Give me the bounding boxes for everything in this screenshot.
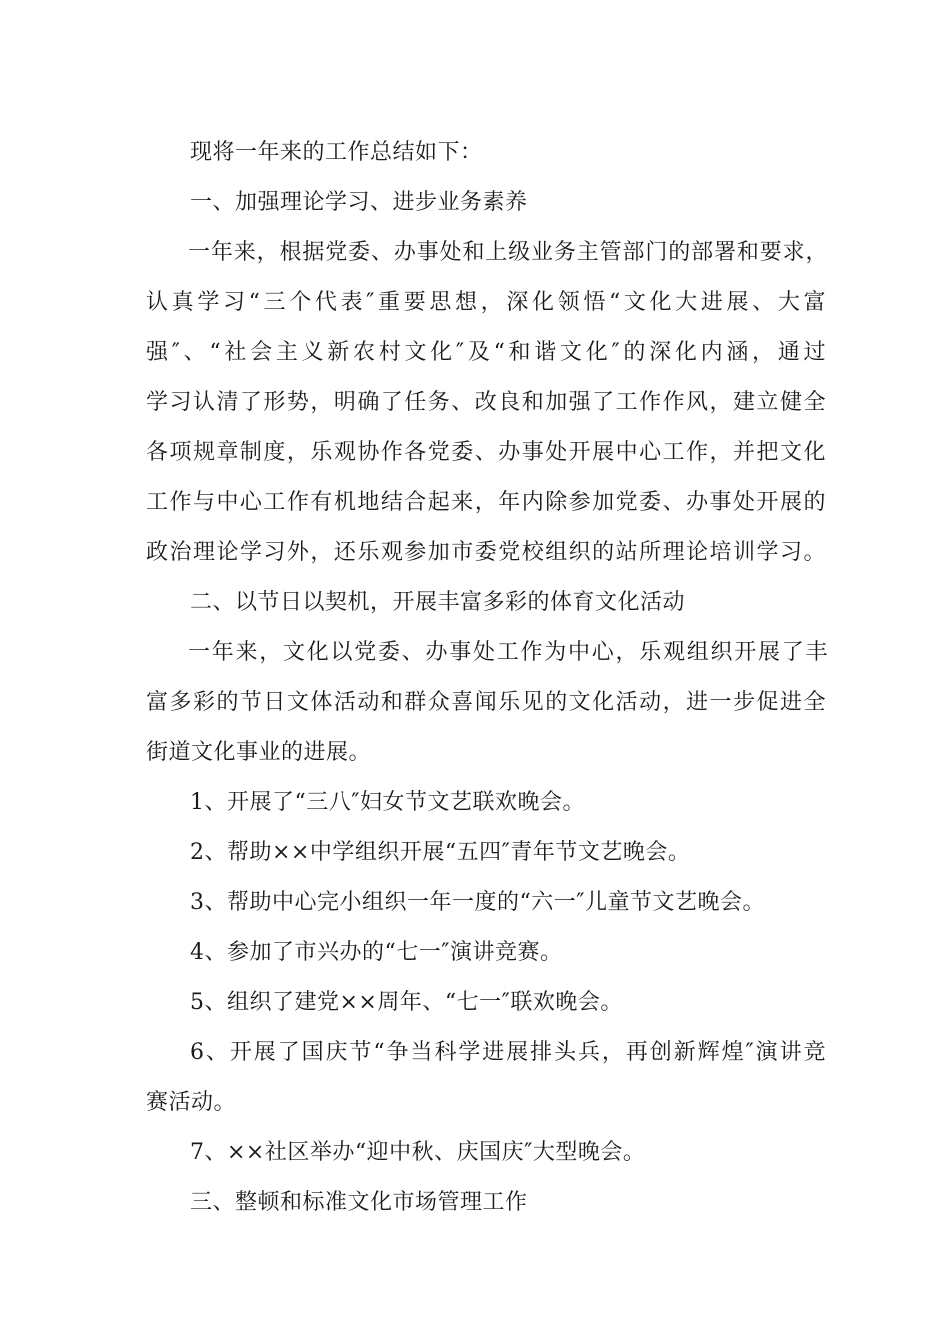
list-item: 3、帮助中心完小组织一年一度的“六一″儿童节文艺晚会。 [190, 890, 765, 915]
list-item-continuation: 赛活动。 [146, 1090, 237, 1115]
paragraph-line: 一年来，文化以党委、办事处工作为中心，乐观组织开展了丰 [188, 640, 828, 665]
paragraph-line: 认真学习“三个代表″重要思想，深化领悟“文化大进展、大富 [146, 290, 826, 315]
paragraph-line: 工作与中心工作有机地结合起来，年内除参加党委、办事处开展的 [146, 490, 826, 515]
paragraph-line: 一年来，根据党委、办事处和上级业务主管部门的部署和要求， [188, 240, 828, 265]
paragraph-line: 强″、“社会主义新农村文化″及“和谐文化″的深化内涵，通过 [146, 340, 826, 365]
paragraph-line: 街道文化事业的进展。 [146, 740, 372, 765]
section-heading-1: 一、加强理论学习、进步业务素养 [190, 190, 528, 215]
paragraph-intro: 现将一年来的工作总结如下： [190, 140, 483, 165]
paragraph-line: 学习认清了形势，明确了任务、改良和加强了工作作风，建立健全 [146, 390, 826, 415]
list-item: 5、组织了建党××周年、“七一″联欢晚会。 [190, 990, 623, 1015]
section-heading-3: 三、整顿和标准文化市场管理工作 [190, 1190, 528, 1215]
paragraph-line: 各项规章制度，乐观协作各党委、办事处开展中心工作，并把文化 [146, 440, 826, 465]
list-item: 2、帮助××中学组织开展“五四″青年节文艺晚会。 [190, 840, 691, 865]
list-item: 6、开展了国庆节“争当科学进展排头兵，再创新辉煌″演讲竞 [190, 1040, 826, 1065]
paragraph-line: 富多彩的节日文体活动和群众喜闻乐见的文化活动，进一步促进全 [146, 690, 826, 715]
section-heading-2: 二、以节日以契机，开展丰富多彩的体育文化活动 [190, 590, 686, 615]
list-item: 4、参加了市兴办的“七一″演讲竞赛。 [190, 940, 563, 965]
paragraph-line: 政治理论学习外，还乐观参加市委党校组织的站所理论培训学习。 [146, 540, 826, 565]
list-item: 7、××社区举办“迎中秋、庆国庆″大型晚会。 [190, 1140, 646, 1165]
list-item: 1、开展了“三八″妇女节文艺联欢晚会。 [190, 790, 585, 815]
